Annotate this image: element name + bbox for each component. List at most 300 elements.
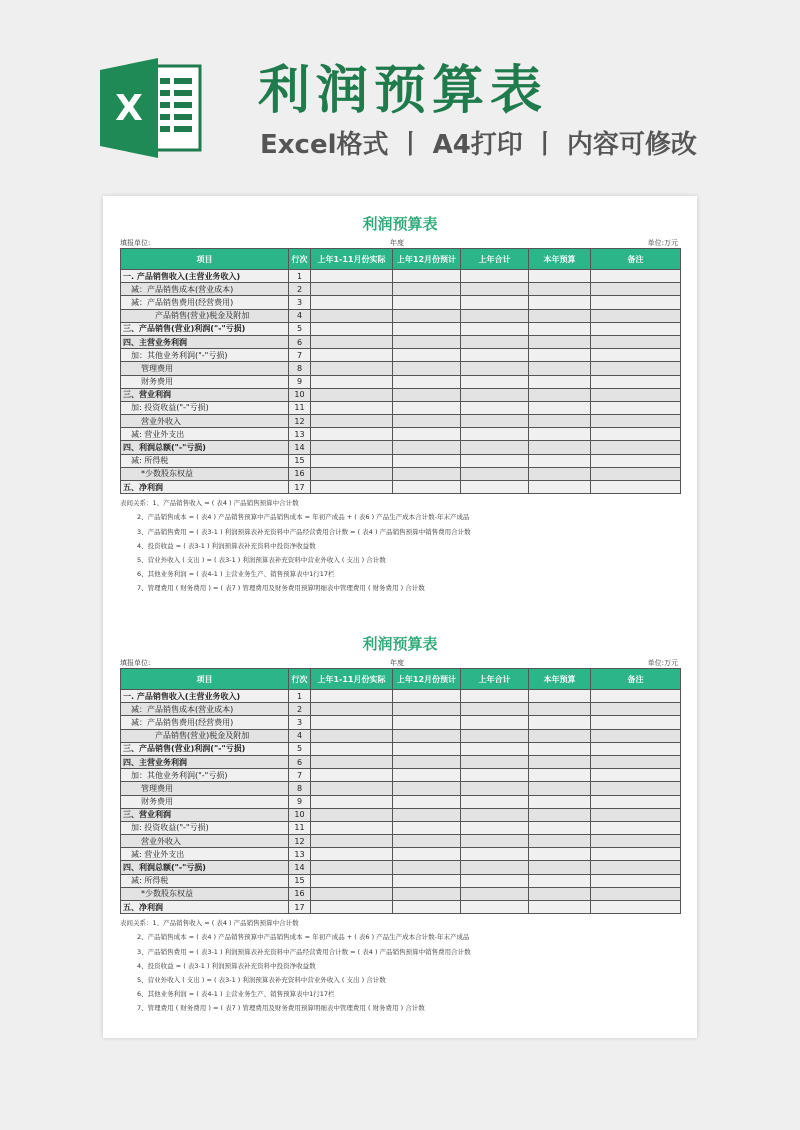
data-cell[interactable] bbox=[311, 887, 393, 900]
data-cell[interactable] bbox=[461, 716, 529, 729]
data-cell[interactable] bbox=[461, 309, 529, 322]
data-cell[interactable] bbox=[393, 769, 461, 782]
year-label: 年度 bbox=[390, 239, 404, 247]
data-cell[interactable] bbox=[529, 729, 591, 742]
table-row bbox=[121, 401, 681, 414]
data-cell[interactable] bbox=[529, 690, 591, 703]
data-cell[interactable] bbox=[311, 428, 393, 441]
data-cell[interactable] bbox=[393, 467, 461, 480]
table-row bbox=[121, 742, 681, 755]
year-label: 年度 bbox=[390, 659, 404, 667]
data-cell[interactable] bbox=[461, 270, 529, 283]
budget-block-1 bbox=[120, 212, 680, 596]
data-cell[interactable] bbox=[393, 270, 461, 283]
data-cell[interactable] bbox=[461, 335, 529, 348]
table-row bbox=[121, 703, 681, 716]
data-cell[interactable] bbox=[311, 415, 393, 428]
column-header: 上年合计 bbox=[461, 669, 529, 690]
row-number: 17 bbox=[289, 481, 311, 494]
data-cell[interactable] bbox=[311, 690, 393, 703]
data-cell[interactable] bbox=[393, 309, 461, 322]
row-number: 11 bbox=[289, 821, 311, 834]
data-cell[interactable] bbox=[393, 861, 461, 874]
data-cell[interactable] bbox=[393, 703, 461, 716]
table-row bbox=[121, 821, 681, 834]
row-item-label: 财务费用 bbox=[121, 375, 289, 388]
row-number: 5 bbox=[289, 322, 311, 335]
data-cell[interactable] bbox=[311, 703, 393, 716]
data-cell[interactable] bbox=[311, 454, 393, 467]
data-cell[interactable] bbox=[393, 415, 461, 428]
column-header: 上年1-11月份实际 bbox=[311, 249, 393, 270]
data-cell[interactable] bbox=[529, 309, 591, 322]
column-header: 项目 bbox=[121, 249, 289, 270]
data-cell[interactable] bbox=[461, 901, 529, 914]
table-row bbox=[121, 454, 681, 467]
data-cell[interactable] bbox=[529, 742, 591, 755]
table-row bbox=[121, 835, 681, 848]
data-cell[interactable] bbox=[461, 441, 529, 454]
data-cell[interactable] bbox=[529, 795, 591, 808]
data-cell[interactable] bbox=[591, 808, 681, 821]
data-cell[interactable] bbox=[461, 454, 529, 467]
data-cell[interactable] bbox=[591, 335, 681, 348]
data-cell[interactable] bbox=[461, 808, 529, 821]
column-header: 项目 bbox=[121, 669, 289, 690]
row-number: 9 bbox=[289, 375, 311, 388]
data-cell[interactable] bbox=[311, 401, 393, 414]
data-cell[interactable] bbox=[591, 782, 681, 795]
data-cell[interactable] bbox=[393, 848, 461, 861]
data-cell[interactable] bbox=[311, 769, 393, 782]
data-cell[interactable] bbox=[461, 835, 529, 848]
note-line: 表间关系：1、产品销售收入 = ( 表4 ) 产品销售预算中合计数 bbox=[120, 919, 299, 928]
data-cell[interactable] bbox=[461, 428, 529, 441]
note-line: 4、投资收益 = ( 表3-1 ) 利润预算表补充资料中投资净收益数 bbox=[137, 961, 316, 970]
data-cell[interactable] bbox=[461, 388, 529, 401]
data-cell[interactable] bbox=[393, 441, 461, 454]
data-cell[interactable] bbox=[393, 349, 461, 362]
row-number: 8 bbox=[289, 782, 311, 795]
data-cell[interactable] bbox=[591, 467, 681, 480]
note-line: 表间关系：1、产品销售收入 = ( 表4 ) 产品销售预算中合计数 bbox=[120, 499, 299, 508]
row-number: 7 bbox=[289, 769, 311, 782]
data-cell[interactable] bbox=[311, 335, 393, 348]
meta-row bbox=[120, 236, 680, 248]
data-cell[interactable] bbox=[591, 690, 681, 703]
row-number: 1 bbox=[289, 270, 311, 283]
data-cell[interactable] bbox=[591, 415, 681, 428]
column-header: 行次 bbox=[289, 669, 311, 690]
data-cell[interactable] bbox=[461, 415, 529, 428]
data-cell[interactable] bbox=[461, 362, 529, 375]
data-cell[interactable] bbox=[591, 362, 681, 375]
filler-label: 填报单位: bbox=[120, 239, 151, 247]
data-cell[interactable] bbox=[311, 821, 393, 834]
table-row bbox=[121, 349, 681, 362]
row-item-label: 四、利润总额("-"亏损) bbox=[121, 861, 289, 874]
budget-table bbox=[120, 248, 681, 494]
budget-table bbox=[120, 668, 681, 914]
data-cell[interactable] bbox=[529, 808, 591, 821]
excel-logo-icon bbox=[100, 58, 204, 158]
data-cell[interactable] bbox=[311, 322, 393, 335]
column-header: 上年12月份预计 bbox=[393, 669, 461, 690]
row-number: 4 bbox=[289, 729, 311, 742]
row-item-label: 一. 产品销售收入(主营业务收入) bbox=[121, 270, 289, 283]
data-cell[interactable] bbox=[591, 901, 681, 914]
data-cell[interactable] bbox=[461, 874, 529, 887]
data-cell[interactable] bbox=[461, 467, 529, 480]
table-row bbox=[121, 322, 681, 335]
data-cell[interactable] bbox=[461, 887, 529, 900]
data-cell[interactable] bbox=[591, 401, 681, 414]
data-cell[interactable] bbox=[311, 270, 393, 283]
note-line: 5、营业外收入 ( 支出 ) = ( 表3-1 ) 利润预算表补充资料中营业外收入 ( 支出 ) 合计数 bbox=[137, 975, 386, 984]
row-number: 1 bbox=[289, 690, 311, 703]
note-line: 5、营业外收入 ( 支出 ) = ( 表3-1 ) 利润预算表补充资料中营业外收入 ( 支出 ) 合计数 bbox=[137, 555, 386, 564]
note-line: 6、其他业务利润 = ( 表4-1 ) 主营业务生产、销售预算表中1行17栏 bbox=[137, 570, 335, 579]
row-number: 2 bbox=[289, 283, 311, 296]
row-number: 4 bbox=[289, 309, 311, 322]
table-header-row bbox=[121, 669, 681, 690]
data-cell[interactable] bbox=[529, 703, 591, 716]
data-cell[interactable] bbox=[461, 690, 529, 703]
sheet-title: 利润预算表 bbox=[362, 635, 438, 653]
data-cell[interactable] bbox=[393, 296, 461, 309]
row-item-label: 五、净利润 bbox=[121, 901, 289, 914]
table-row bbox=[121, 808, 681, 821]
column-header: 上年12月份预计 bbox=[393, 249, 461, 270]
data-cell[interactable] bbox=[393, 454, 461, 467]
spreadsheet-page bbox=[103, 196, 697, 1038]
data-cell[interactable] bbox=[393, 835, 461, 848]
data-cell[interactable] bbox=[393, 690, 461, 703]
data-cell[interactable] bbox=[461, 861, 529, 874]
data-cell[interactable] bbox=[591, 848, 681, 861]
meta-row bbox=[120, 656, 680, 668]
data-cell[interactable] bbox=[311, 349, 393, 362]
data-cell[interactable] bbox=[591, 296, 681, 309]
note-line: 4、投资收益 = ( 表3-1 ) 利润预算表补充资料中投资净收益数 bbox=[137, 541, 316, 550]
row-number: 13 bbox=[289, 848, 311, 861]
row-item-label: 五、净利润 bbox=[121, 481, 289, 494]
table-row bbox=[121, 388, 681, 401]
row-number: 2 bbox=[289, 703, 311, 716]
data-cell[interactable] bbox=[393, 887, 461, 900]
data-cell[interactable] bbox=[393, 795, 461, 808]
table-row bbox=[121, 441, 681, 454]
data-cell[interactable] bbox=[311, 441, 393, 454]
data-cell[interactable] bbox=[529, 401, 591, 414]
data-cell[interactable] bbox=[591, 388, 681, 401]
row-number: 12 bbox=[289, 415, 311, 428]
data-cell[interactable] bbox=[591, 795, 681, 808]
data-cell[interactable] bbox=[529, 481, 591, 494]
data-cell[interactable] bbox=[591, 835, 681, 848]
data-cell[interactable] bbox=[591, 481, 681, 494]
data-cell[interactable] bbox=[311, 375, 393, 388]
data-cell[interactable] bbox=[461, 821, 529, 834]
table-row bbox=[121, 755, 681, 768]
data-cell[interactable] bbox=[591, 769, 681, 782]
data-cell[interactable] bbox=[393, 716, 461, 729]
row-item-label: 减: 所得税 bbox=[121, 454, 289, 467]
data-cell[interactable] bbox=[529, 322, 591, 335]
data-cell[interactable] bbox=[591, 861, 681, 874]
data-cell[interactable] bbox=[461, 703, 529, 716]
row-item-label: 减: 营业外支出 bbox=[121, 848, 289, 861]
data-cell[interactable] bbox=[393, 729, 461, 742]
row-number: 17 bbox=[289, 901, 311, 914]
row-number: 9 bbox=[289, 795, 311, 808]
data-cell[interactable] bbox=[311, 795, 393, 808]
row-item-label: 减：产品销售费用(经营费用) bbox=[121, 716, 289, 729]
data-cell[interactable] bbox=[529, 349, 591, 362]
row-item-label: 减: 营业外支出 bbox=[121, 428, 289, 441]
notes bbox=[120, 916, 680, 1015]
data-cell[interactable] bbox=[311, 755, 393, 768]
data-cell[interactable] bbox=[529, 821, 591, 834]
table-header-row bbox=[121, 249, 681, 270]
data-cell[interactable] bbox=[311, 835, 393, 848]
data-cell[interactable] bbox=[529, 755, 591, 768]
note-line: 7、管理费用 ( 财务费用 ) = ( 表7 ) 管理费用及财务费用预算明细表中管理费用 ( 财务费用 ) 合计数 bbox=[137, 584, 425, 593]
data-cell[interactable] bbox=[591, 716, 681, 729]
data-cell[interactable] bbox=[529, 454, 591, 467]
data-cell[interactable] bbox=[461, 375, 529, 388]
notes bbox=[120, 496, 680, 595]
data-cell[interactable] bbox=[311, 782, 393, 795]
row-item-label: 三、营业利润 bbox=[121, 808, 289, 821]
column-header: 备注 bbox=[591, 669, 681, 690]
data-cell[interactable] bbox=[461, 349, 529, 362]
row-number: 3 bbox=[289, 296, 311, 309]
table-row bbox=[121, 481, 681, 494]
data-cell[interactable] bbox=[311, 716, 393, 729]
data-cell[interactable] bbox=[591, 887, 681, 900]
data-cell[interactable] bbox=[311, 742, 393, 755]
row-item-label: 一. 产品销售收入(主营业务收入) bbox=[121, 690, 289, 703]
data-cell[interactable] bbox=[529, 887, 591, 900]
data-cell[interactable] bbox=[529, 441, 591, 454]
data-cell[interactable] bbox=[393, 401, 461, 414]
table-row bbox=[121, 283, 681, 296]
data-cell[interactable] bbox=[529, 283, 591, 296]
data-cell[interactable] bbox=[461, 742, 529, 755]
data-cell[interactable] bbox=[529, 375, 591, 388]
data-cell[interactable] bbox=[591, 309, 681, 322]
banner-subtitle: Excel格式 丨 A4打印 丨 内容可修改 bbox=[260, 130, 697, 160]
data-cell[interactable] bbox=[393, 388, 461, 401]
table-row bbox=[121, 467, 681, 480]
row-number: 6 bbox=[289, 755, 311, 768]
data-cell[interactable] bbox=[591, 874, 681, 887]
column-header: 本年预算 bbox=[529, 669, 591, 690]
column-header: 上年合计 bbox=[461, 249, 529, 270]
data-cell[interactable] bbox=[393, 481, 461, 494]
row-item-label: 减：产品销售成本(营业成本) bbox=[121, 283, 289, 296]
data-cell[interactable] bbox=[591, 729, 681, 742]
data-cell[interactable] bbox=[461, 481, 529, 494]
row-number: 12 bbox=[289, 835, 311, 848]
column-header: 本年预算 bbox=[529, 249, 591, 270]
data-cell[interactable] bbox=[591, 428, 681, 441]
logo-letter: X bbox=[115, 88, 143, 129]
data-cell[interactable] bbox=[461, 782, 529, 795]
data-cell[interactable] bbox=[393, 874, 461, 887]
data-cell[interactable] bbox=[461, 848, 529, 861]
row-item-label: 三、产品销售(营业)利润("-"亏损) bbox=[121, 742, 289, 755]
data-cell[interactable] bbox=[529, 848, 591, 861]
row-item-label: 管理费用 bbox=[121, 362, 289, 375]
data-cell[interactable] bbox=[311, 808, 393, 821]
row-number: 15 bbox=[289, 454, 311, 467]
data-cell[interactable] bbox=[529, 769, 591, 782]
row-number: 6 bbox=[289, 335, 311, 348]
table-row bbox=[121, 874, 681, 887]
note-line: 3、产品销售费用 = ( 表3-1 ) 利润预算表补充资料中产品经营费用合计数 = ( 表4 ) 产品销售预算中销售费用合计数 bbox=[137, 527, 471, 536]
row-item-label: *少数股东权益 bbox=[121, 887, 289, 900]
data-cell[interactable] bbox=[311, 296, 393, 309]
sheet-title: 利润预算表 bbox=[362, 215, 438, 233]
row-item-label: 加：其他业务利润("-"亏损) bbox=[121, 349, 289, 362]
unit-label: 单位:万元 bbox=[647, 239, 678, 247]
row-number: 10 bbox=[289, 808, 311, 821]
table-row bbox=[121, 296, 681, 309]
data-cell[interactable] bbox=[393, 755, 461, 768]
row-item-label: *少数股东权益 bbox=[121, 467, 289, 480]
data-cell[interactable] bbox=[393, 428, 461, 441]
data-cell[interactable] bbox=[591, 742, 681, 755]
data-cell[interactable] bbox=[311, 283, 393, 296]
data-cell[interactable] bbox=[311, 861, 393, 874]
row-number: 10 bbox=[289, 388, 311, 401]
data-cell[interactable] bbox=[461, 296, 529, 309]
data-cell[interactable] bbox=[591, 349, 681, 362]
data-cell[interactable] bbox=[591, 322, 681, 335]
data-cell[interactable] bbox=[529, 296, 591, 309]
data-cell[interactable] bbox=[461, 322, 529, 335]
data-cell[interactable] bbox=[311, 467, 393, 480]
data-cell[interactable] bbox=[393, 742, 461, 755]
data-cell[interactable] bbox=[529, 861, 591, 874]
data-cell[interactable] bbox=[393, 322, 461, 335]
row-item-label: 三、营业利润 bbox=[121, 388, 289, 401]
data-cell[interactable] bbox=[591, 454, 681, 467]
data-cell[interactable] bbox=[461, 755, 529, 768]
budget-block-2 bbox=[120, 632, 680, 1016]
data-cell[interactable] bbox=[529, 874, 591, 887]
table-row bbox=[121, 795, 681, 808]
data-cell[interactable] bbox=[529, 901, 591, 914]
data-cell[interactable] bbox=[591, 755, 681, 768]
data-cell[interactable] bbox=[591, 283, 681, 296]
data-cell[interactable] bbox=[529, 467, 591, 480]
row-number: 11 bbox=[289, 401, 311, 414]
data-cell[interactable] bbox=[311, 388, 393, 401]
data-cell[interactable] bbox=[311, 848, 393, 861]
table-row bbox=[121, 375, 681, 388]
data-cell[interactable] bbox=[393, 782, 461, 795]
data-cell[interactable] bbox=[529, 835, 591, 848]
row-item-label: 营业外收入 bbox=[121, 835, 289, 848]
row-number: 15 bbox=[289, 874, 311, 887]
data-cell[interactable] bbox=[591, 375, 681, 388]
data-cell[interactable] bbox=[311, 729, 393, 742]
row-item-label: 产品销售(营业)税金及附加 bbox=[121, 309, 289, 322]
table-row bbox=[121, 848, 681, 861]
banner bbox=[0, 0, 800, 190]
data-cell[interactable] bbox=[311, 481, 393, 494]
row-number: 7 bbox=[289, 349, 311, 362]
row-item-label: 营业外收入 bbox=[121, 415, 289, 428]
row-item-label: 加：其他业务利润("-"亏损) bbox=[121, 769, 289, 782]
row-number: 14 bbox=[289, 441, 311, 454]
data-cell[interactable] bbox=[529, 388, 591, 401]
data-cell[interactable] bbox=[591, 441, 681, 454]
data-cell[interactable] bbox=[529, 428, 591, 441]
row-number: 3 bbox=[289, 716, 311, 729]
data-cell[interactable] bbox=[461, 401, 529, 414]
table-row bbox=[121, 428, 681, 441]
data-cell[interactable] bbox=[311, 309, 393, 322]
data-cell[interactable] bbox=[393, 375, 461, 388]
data-cell[interactable] bbox=[591, 821, 681, 834]
table-row bbox=[121, 901, 681, 914]
data-cell[interactable] bbox=[529, 335, 591, 348]
row-item-label: 财务费用 bbox=[121, 795, 289, 808]
table-row bbox=[121, 729, 681, 742]
data-cell[interactable] bbox=[393, 821, 461, 834]
data-cell[interactable] bbox=[461, 283, 529, 296]
data-cell[interactable] bbox=[393, 362, 461, 375]
data-cell[interactable] bbox=[461, 795, 529, 808]
table-row bbox=[121, 690, 681, 703]
data-cell[interactable] bbox=[393, 808, 461, 821]
data-cell[interactable] bbox=[393, 283, 461, 296]
data-cell[interactable] bbox=[529, 415, 591, 428]
data-cell[interactable] bbox=[529, 716, 591, 729]
data-cell[interactable] bbox=[461, 769, 529, 782]
column-header: 上年1-11月份实际 bbox=[311, 669, 393, 690]
data-cell[interactable] bbox=[591, 270, 681, 283]
table-row bbox=[121, 861, 681, 874]
data-cell[interactable] bbox=[393, 901, 461, 914]
data-cell[interactable] bbox=[529, 270, 591, 283]
data-cell[interactable] bbox=[393, 335, 461, 348]
data-cell[interactable] bbox=[529, 782, 591, 795]
column-header: 备注 bbox=[591, 249, 681, 270]
data-cell[interactable] bbox=[311, 362, 393, 375]
data-cell[interactable] bbox=[311, 901, 393, 914]
table-row bbox=[121, 782, 681, 795]
table-row bbox=[121, 716, 681, 729]
row-item-label: 产品销售(营业)税金及附加 bbox=[121, 729, 289, 742]
table-row bbox=[121, 270, 681, 283]
data-cell[interactable] bbox=[591, 703, 681, 716]
table-row bbox=[121, 362, 681, 375]
note-line: 2、产品销售成本 = ( 表4 ) 产品销售预算中产品销售成本 = 年初产成品 + ( 表6 ) 产品生产成本合计数-年末产成品 bbox=[137, 513, 470, 522]
data-cell[interactable] bbox=[461, 729, 529, 742]
data-cell[interactable] bbox=[311, 874, 393, 887]
row-number: 16 bbox=[289, 467, 311, 480]
data-cell[interactable] bbox=[529, 362, 591, 375]
note-line: 2、产品销售成本 = ( 表4 ) 产品销售预算中产品销售成本 = 年初产成品 + ( 表6 ) 产品生产成本合计数-年末产成品 bbox=[137, 933, 470, 942]
row-number: 8 bbox=[289, 362, 311, 375]
row-item-label: 减: 所得税 bbox=[121, 874, 289, 887]
row-item-label: 减：产品销售成本(营业成本) bbox=[121, 703, 289, 716]
